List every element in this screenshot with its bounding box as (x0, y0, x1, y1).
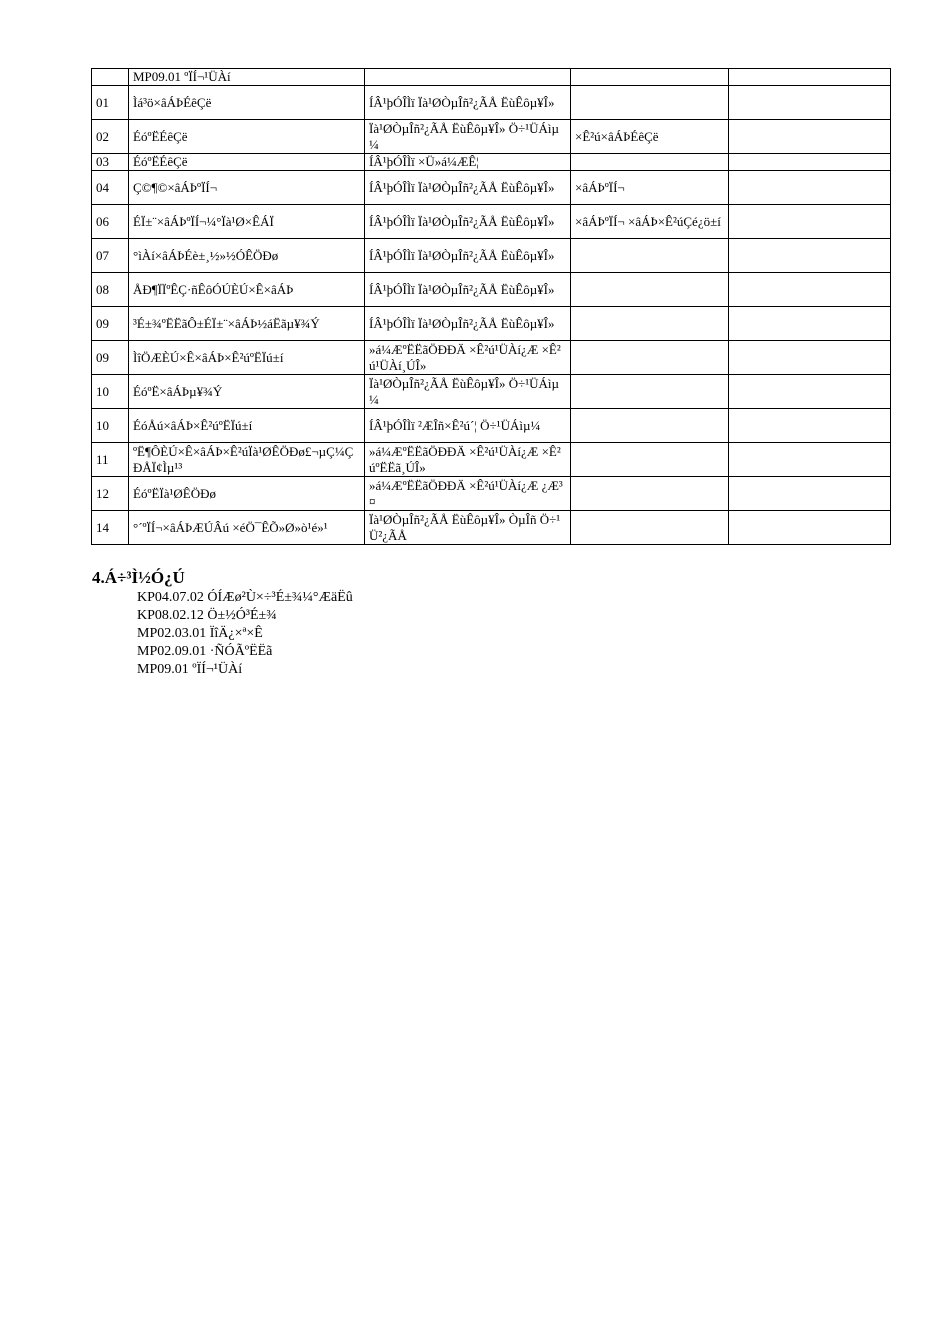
step-number: 11 (92, 443, 129, 477)
list-item: MP02.03.01 ÏîÄ¿×ª×Ê (137, 626, 263, 641)
step-number: 12 (92, 477, 129, 511)
table-row (92, 341, 891, 375)
step-note (729, 307, 891, 341)
step-note (729, 205, 891, 239)
table-row (92, 86, 891, 120)
list-item: MP09.01 ºÏÍ¬¹ÜÀí (137, 662, 243, 677)
header-num (92, 69, 129, 86)
step-document (571, 375, 729, 409)
step-note (729, 409, 891, 443)
step-name: ³É±¾ºËËãÔ±ÉÏ±¨×âÁÞ½áËãµ¥¾Ý (129, 307, 365, 341)
step-number: 02 (92, 120, 129, 154)
table-row (92, 511, 891, 545)
table-row (92, 205, 891, 239)
step-document (571, 273, 729, 307)
table-header-row (92, 69, 891, 86)
step-responsible: ÍÂ¹þÓÎÌï ²ÆÎñ×Ê²ú´¦ Ö÷¹ÜÁìµ¼ (365, 409, 571, 443)
step-number: 09 (92, 341, 129, 375)
table-row (92, 120, 891, 154)
step-responsible: Ïà¹ØÒµÎñ²¿ÃÅ ËùÊôµ¥Î» ÒµÎñ Ö÷¹Ü²¿ÃÅ (365, 511, 571, 545)
table-row (92, 477, 891, 511)
step-responsible: »á¼ÆºËËãÖÐÐÄ ×Ê²ú¹ÜÀí¿Æ ×Ê²úºËËã¸ÚÎ» (365, 443, 571, 477)
step-responsible: Ïà¹ØÒµÎñ²¿ÃÅ ËùÊôµ¥Î» Ö÷¹ÜÁìµ¼ (365, 375, 571, 409)
step-document (571, 307, 729, 341)
process-table (91, 68, 891, 545)
step-responsible: ÍÂ¹þÓÎÌï Ïà¹ØÒµÎñ²¿ÃÅ ËùÊôµ¥Î» (365, 307, 571, 341)
step-responsible: ÍÂ¹þÓÎÌï Ïà¹ØÒµÎñ²¿ÃÅ ËùÊôµ¥Î» (365, 205, 571, 239)
step-name: ÅÐ¶ÏÏºÊÇ·ñÊôÓÚÈÚ×Ê×âÁÞ (129, 273, 365, 307)
step-document (571, 86, 729, 120)
step-name: ÉóºË×âÁÞµ¥¾Ý (129, 375, 365, 409)
step-responsible: ÍÂ¹þÓÎÌï Ïà¹ØÒµÎñ²¿ÃÅ ËùÊôµ¥Î» (365, 239, 571, 273)
step-document (571, 154, 729, 171)
step-document (571, 511, 729, 545)
step-name: Ìá³ö×âÁÞÉêÇë (129, 86, 365, 120)
step-note (729, 273, 891, 307)
interface-list (92, 589, 353, 679)
header-c5 (729, 69, 891, 86)
step-responsible: Ïà¹ØÒµÎñ²¿ÃÅ ËùÊôµ¥Î» Ö÷¹ÜÁìµ¼ (365, 120, 571, 154)
step-document (571, 443, 729, 477)
table-row (92, 443, 891, 477)
step-note (729, 86, 891, 120)
step-responsible: ÍÂ¹þÓÎÌï Ïà¹ØÒµÎñ²¿ÃÅ ËùÊôµ¥Î» (365, 171, 571, 205)
step-responsible: ÍÂ¹þÓÎÌï Ïà¹ØÒµÎñ²¿ÃÅ ËùÊôµ¥Î» (365, 273, 571, 307)
step-note (729, 341, 891, 375)
step-responsible: »á¼ÆºËËãÖÐÐÄ ×Ê²ú¹ÜÀí¿Æ ×Ê²ú¹ÜÀí¸ÚÎ» (365, 341, 571, 375)
step-name: ÉÏ±¨×âÁÞºÏÍ¬¼°Ïà¹Ø×ÊÁÏ (129, 205, 365, 239)
table-row (92, 307, 891, 341)
step-document: ×âÁÞºÏÍ¬ ×âÁÞ×Ê²úÇé¿ö±í (571, 205, 729, 239)
header-c4 (571, 69, 729, 86)
table-row (92, 239, 891, 273)
table-row (92, 273, 891, 307)
step-note (729, 443, 891, 477)
step-document: ×Ê²ú×âÁÞÉêÇë (571, 120, 729, 154)
step-document: ×âÁÞºÏÍ¬ (571, 171, 729, 205)
step-responsible: »á¼ÆºËËãÖÐÐÄ ×Ê²ú¹ÜÀí¿Æ ¿Æ³¤ (365, 477, 571, 511)
step-note (729, 239, 891, 273)
step-name: ÉóºËÉêÇë (129, 154, 365, 171)
step-name: °ìÀí×âÁÞÉè±¸½»½ÓÊÖÐø (129, 239, 365, 273)
step-name: °´ºÏÍ¬×âÁÞÆÚÂú ×éÖ¯ÊÕ»Ø»ò¹é»¹ (129, 511, 365, 545)
step-document (571, 239, 729, 273)
table-row (92, 375, 891, 409)
step-number: 01 (92, 86, 129, 120)
section-title: 4.Á÷³Ì½Ó¿Ú (92, 568, 185, 587)
step-number: 14 (92, 511, 129, 545)
step-name: ºË¶ÔÈÚ×Ê×âÁÞ×Ê²úÏà¹ØÊÖÐø£¬µÇ¼ÇÐÅÏ¢Ìµ¹³ (129, 443, 365, 477)
step-responsible: ÍÂ¹þÓÎÌï ×Ü»á¼ÆÊ¦ (365, 154, 571, 171)
step-note (729, 375, 891, 409)
process-interface-section (92, 567, 353, 679)
step-number: 10 (92, 375, 129, 409)
step-number: 08 (92, 273, 129, 307)
step-number: 07 (92, 239, 129, 273)
step-document (571, 477, 729, 511)
list-item: MP02.09.01 ·ÑÓÃºËËã (137, 644, 273, 659)
step-note (729, 477, 891, 511)
step-name: ÉóÅú×âÁÞ×Ê²úºËÏú±í (129, 409, 365, 443)
step-name: Ç©¶©×âÁÞºÏÍ¬ (129, 171, 365, 205)
step-document (571, 341, 729, 375)
table-row (92, 171, 891, 205)
step-number: 04 (92, 171, 129, 205)
step-note (729, 154, 891, 171)
step-note (729, 120, 891, 154)
step-name: ÉóºËÉêÇë (129, 120, 365, 154)
step-note (729, 171, 891, 205)
step-number: 09 (92, 307, 129, 341)
header-process-name: MP09.01 ºÏÍ¬¹ÜÀí (129, 69, 365, 86)
list-item: KP04.07.02 ÓÍÆø²Ù×÷³É±¾¼°ÆäËû (137, 590, 353, 605)
step-document (571, 409, 729, 443)
table-row (92, 154, 891, 171)
step-note (729, 511, 891, 545)
step-name: ÉóºËÏà¹ØÊÖÐø (129, 477, 365, 511)
step-number: 06 (92, 205, 129, 239)
step-number: 03 (92, 154, 129, 171)
list-item: KP08.02.12 Ö±½Ó³É±¾ (137, 608, 277, 623)
step-name: ÌîÖÆÈÚ×Ê×âÁÞ×Ê²úºËÏú±í (129, 341, 365, 375)
step-number: 10 (92, 409, 129, 443)
header-c3 (365, 69, 571, 86)
step-responsible: ÍÂ¹þÓÎÌï Ïà¹ØÒµÎñ²¿ÃÅ ËùÊôµ¥Î» (365, 86, 571, 120)
table-row (92, 409, 891, 443)
